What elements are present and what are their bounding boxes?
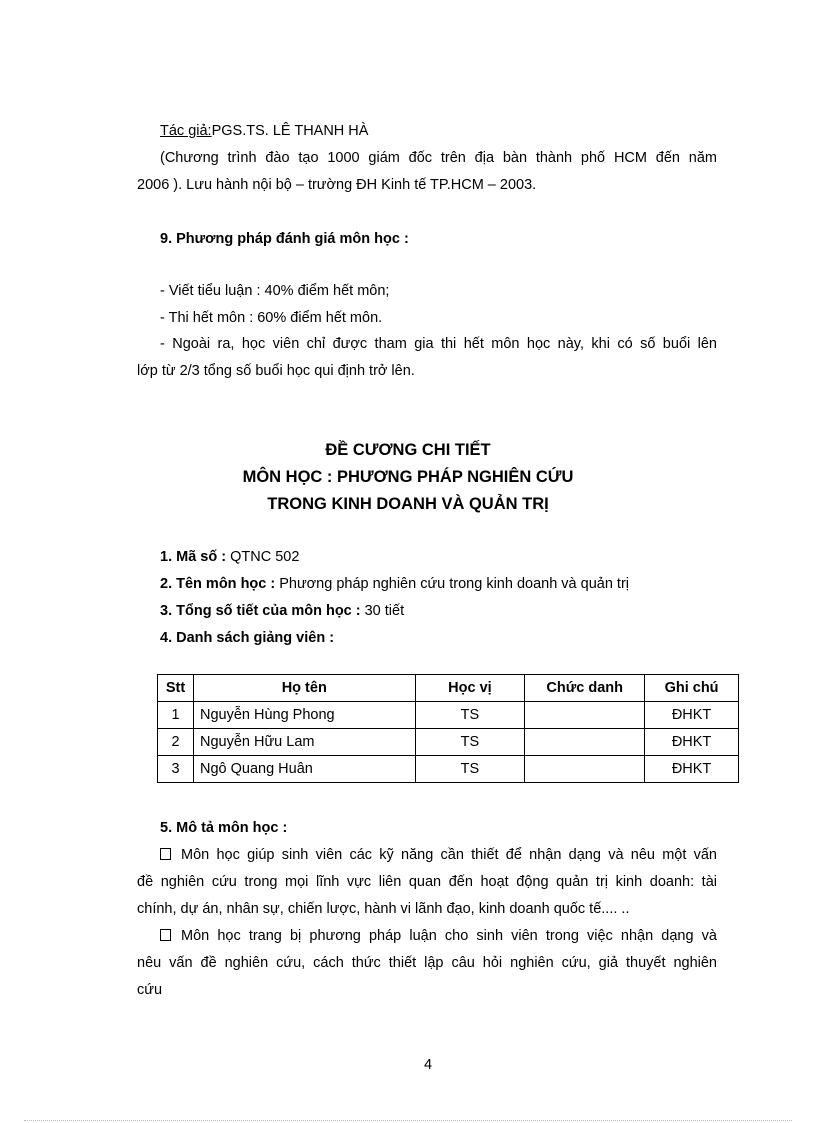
cell-stt: 3	[158, 756, 194, 783]
author-name: PGS.TS. LÊ THANH HÀ	[211, 123, 369, 139]
course-name-label: 2. Tên môn học :	[160, 576, 276, 592]
section5-p1-line1	[160, 845, 717, 865]
header-degree: Học vị	[415, 675, 525, 702]
section5-p2-line3: cứu	[137, 982, 163, 998]
author-desc-line1: (Chương trình đào tạo 1000 giám đốc trên địa bàn thành phố HCM đến năm	[160, 150, 717, 166]
table-header-row	[158, 675, 739, 702]
section9-item-1: - Viết tiểu luận : 40% điểm hết môn;	[160, 283, 390, 299]
course-hours-value: 30 tiết	[360, 603, 405, 619]
course-code-label: 1. Mã số :	[160, 549, 227, 565]
table-row	[158, 702, 739, 729]
title-line1: ĐỀ CƯƠNG CHI TIẾT	[325, 441, 491, 459]
cell-name: Ngô Quang Huân	[193, 756, 415, 783]
cell-stt: 2	[158, 729, 194, 756]
cell-note: ĐHKT	[645, 756, 739, 783]
course-hours-label: 3. Tổng số tiết của môn học :	[160, 603, 361, 619]
section5-p1-line3: chính, dự án, nhân sự, chiến lược, hành vi lãnh đạo, kinh doanh quốc tế.... ..	[137, 901, 630, 917]
section5-p2-line2: nêu vấn đề nghiên cứu, cách thức thiết lập câu hỏi nghiên cứu, giả thuyết nghiên	[137, 955, 717, 971]
cell-degree: TS	[415, 729, 525, 756]
cell-name: Nguyễn Hữu Lam	[193, 729, 415, 756]
course-hours	[160, 601, 404, 621]
title-line3: TRONG KINH DOANH VÀ QUẢN TRỊ	[267, 495, 549, 513]
header-note: Ghi chú	[645, 675, 739, 702]
course-name	[160, 574, 629, 594]
author-label: Tác giả:	[160, 123, 212, 139]
table-row	[158, 756, 739, 783]
cell-title	[525, 729, 645, 756]
section5-p2-line1	[160, 926, 717, 946]
section9-continuation: lớp từ 2/3 tổng số buổi học qui định trở lên.	[137, 363, 415, 379]
cell-title	[525, 756, 645, 783]
author-desc-line2: 2006 ). Lưu hành nội bộ – trường ĐH Kinh tế TP.HCM – 2003.	[137, 177, 537, 193]
course-code-value: QTNC 502	[226, 549, 300, 565]
header-stt: Stt	[158, 675, 194, 702]
section5-p1-line1-text: Môn học giúp sinh viên các kỹ năng cần thiết để nhận dạng và nêu một vấn	[181, 847, 717, 863]
page-number: 4	[423, 1057, 433, 1073]
author-line	[160, 121, 368, 141]
header-title: Chức danh	[525, 675, 645, 702]
cell-degree: TS	[415, 756, 525, 783]
section9-item-3: - Ngoài ra, học viên chỉ được tham gia thi hết môn học này, khi có số buổi lên	[160, 336, 717, 352]
table-row	[158, 729, 739, 756]
title-line2: MÔN HỌC : PHƯƠNG PHÁP NGHIÊN CỨU	[242, 468, 574, 486]
bullet-box-icon	[160, 929, 171, 941]
section9-item-2: - Thi hết môn : 60% điểm hết môn.	[160, 310, 383, 326]
course-name-value: Phương pháp nghiên cứu trong kinh doanh và quản trị	[275, 576, 630, 592]
section5-p1-line2: đề nghiên cứu trong mọi lĩnh vực liên quan đến hoạt động quản trị kinh doanh: tài	[137, 874, 717, 890]
bullet-box-icon	[160, 848, 171, 860]
lecturer-table	[157, 674, 739, 783]
lecturers-label: 4. Danh sách giảng viên :	[160, 630, 335, 646]
cell-note: ĐHKT	[645, 729, 739, 756]
cell-title	[525, 702, 645, 729]
cell-stt: 1	[158, 702, 194, 729]
course-code	[160, 547, 299, 567]
cell-degree: TS	[415, 702, 525, 729]
header-name: Họ tên	[193, 675, 415, 702]
page-bottom-divider	[24, 1120, 792, 1121]
cell-note: ĐHKT	[645, 702, 739, 729]
section5-heading: 5. Mô tả môn học :	[160, 820, 288, 836]
section5-p2-line1-text: Môn học trang bị phương pháp luận cho sinh viên trong việc nhận dạng và	[181, 928, 717, 944]
cell-name: Nguyễn Hùng Phong	[193, 702, 415, 729]
section9-heading: 9. Phương pháp đánh giá môn học :	[160, 231, 409, 247]
